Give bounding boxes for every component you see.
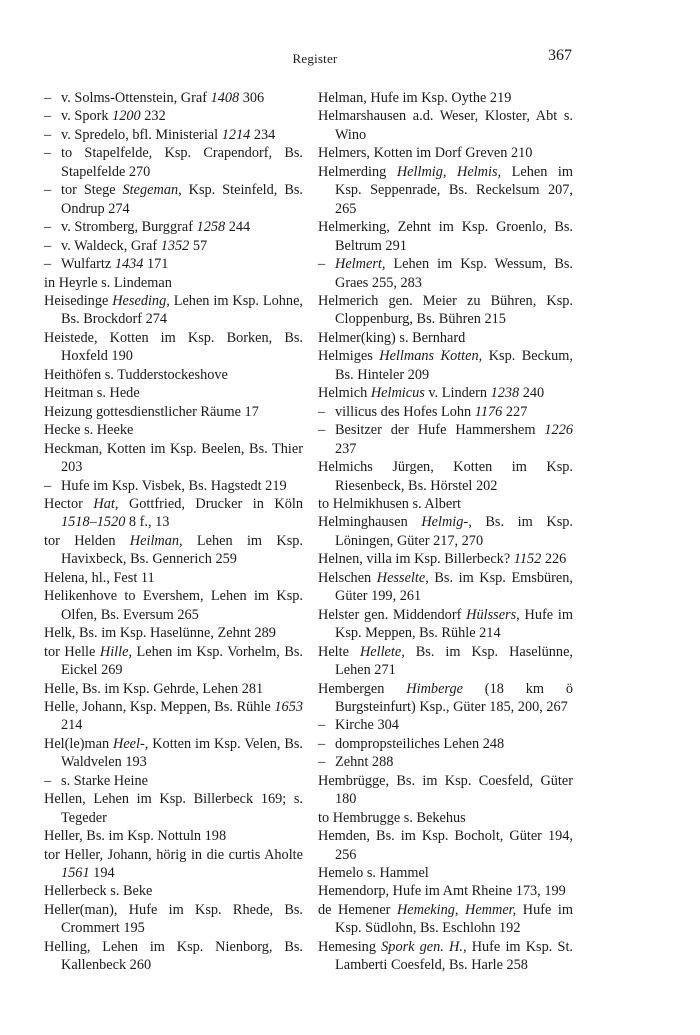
- entry-italic-text: 1226: [544, 422, 573, 439]
- index-entry: [44, 790, 303, 827]
- entry-text: Bs. im Ksp. Emsbüren, Güter 199, 261: [335, 569, 573, 605]
- entry-italic-text: Heilman,: [129, 532, 183, 549]
- entry-text: Helmarshausen a.d. Weser, Kloster, Abt s. Wino: [318, 108, 573, 143]
- entry-italic-text: Heel-,: [113, 735, 149, 752]
- index-entry: [318, 550, 573, 568]
- index-entry: [318, 458, 573, 495]
- index-entry: [318, 218, 573, 255]
- subentry-dash: –: [44, 237, 52, 254]
- entry-italic-text: 1352: [160, 237, 190, 254]
- entry-text: Helte: [318, 643, 360, 660]
- index-column-left: [44, 89, 303, 975]
- entry-text: Lehen im Ksp. Wessum, Bs. Graes 255, 283: [335, 256, 573, 291]
- index-entry: [318, 772, 573, 809]
- entry-italic-text: 1258: [196, 219, 226, 236]
- entry-text: 234: [250, 126, 276, 143]
- entry-text: Helnen, villa im Ksp. Billerbeck?: [318, 551, 514, 568]
- index-column-right: [318, 89, 573, 975]
- entry-text: Hembrügge, Bs. im Ksp. Coesfeld, Güter 180: [318, 772, 573, 808]
- entry-text: Hel(le)man: [44, 735, 113, 752]
- entry-text: Heller(man), Hufe im Ksp. Rhede, Bs. Crommert 195: [44, 901, 303, 937]
- entry-text: Heithöfen s. Tudderstockeshove: [44, 366, 228, 383]
- entry-text: to Stapelfelde, Ksp. Crapendorf, Bs. Stapelfelde 270: [61, 145, 303, 180]
- entry-text: 240: [519, 385, 545, 402]
- entry-text: in Heyrle s. Lindeman: [44, 274, 172, 291]
- entry-text: (18 km ö Burgsteinfurt) Ksp., Güter 185, 200, 267: [335, 680, 573, 715]
- entry-text: Bs. im Ksp. Haselünne, Lehen 271: [335, 643, 573, 679]
- entry-text: Helle, Bs. im Ksp. Gehrde, Lehen 281: [44, 680, 264, 697]
- index-subentry: [44, 107, 303, 125]
- index-subentry: [318, 716, 573, 734]
- entry-text: Kotten im Ksp. Velen, Bs. Waldvelen 193: [61, 735, 303, 771]
- entry-text: Hufe im Ksp. Meppen, Bs. Rühle 214: [335, 606, 573, 642]
- entry-italic-text: Heseding,: [112, 292, 170, 309]
- index-subentry: [318, 735, 573, 753]
- entry-text: Hellen, Lehen im Ksp. Billerbeck 169; s. Tegeder: [44, 791, 303, 826]
- subentry-dash: –: [44, 477, 52, 494]
- subentry-dash: –: [44, 256, 52, 273]
- entry-text: Helle, Johann, Ksp. Meppen, Bs. Rühle: [44, 698, 275, 715]
- entry-text: Helmers, Kotten im Dorf Greven 210: [318, 145, 533, 162]
- index-entry: [44, 938, 303, 975]
- entry-text: 232: [140, 108, 166, 125]
- entry-italic-text: Himberge: [406, 680, 463, 697]
- entry-text: tor Helle: [44, 643, 100, 660]
- index-subentry: [44, 772, 303, 790]
- index-entry: [44, 624, 303, 642]
- entry-italic-text: Stegeman,: [122, 182, 182, 199]
- index-subentry: [318, 403, 573, 421]
- subentry-dash: –: [318, 735, 326, 752]
- entry-text: Helminghausen: [318, 514, 422, 531]
- index-subentry: [44, 144, 303, 181]
- entry-italic-text: 1152: [513, 551, 542, 568]
- index-subentry: [44, 477, 303, 495]
- entry-text: Hecke s. Heeke: [44, 422, 134, 439]
- entry-text: Hemesing: [318, 938, 382, 955]
- entry-italic-text: 1238: [490, 385, 520, 402]
- entry-italic-text: 1518–1520: [61, 514, 126, 531]
- entry-text: 194: [89, 865, 115, 882]
- entry-text: Hemelo s. Hammel: [318, 865, 429, 882]
- index-entry: [318, 882, 573, 900]
- entry-italic-text: 1200: [112, 108, 141, 125]
- index-entry: [44, 366, 303, 384]
- entry-text: Helster gen. Middendorf: [318, 606, 467, 623]
- subentry-dash: –: [44, 145, 52, 162]
- index-entry: [318, 643, 573, 680]
- entry-text: to Hembrugge s. Bekehus: [318, 809, 466, 826]
- subentry-dash: –: [44, 126, 52, 143]
- subentry-dash: –: [318, 403, 326, 420]
- entry-italic-text: 1176: [474, 403, 503, 420]
- index-entry: [318, 513, 573, 550]
- entry-text: Hector: [44, 495, 94, 512]
- index-entry: [44, 569, 303, 587]
- entry-italic-text: Helmicus: [370, 385, 425, 402]
- index-entry: [44, 384, 303, 402]
- entry-text: v. Spork: [61, 108, 113, 125]
- index-entry: [318, 384, 573, 402]
- index-entry: [44, 495, 303, 532]
- entry-italic-text: Hellmig, Helmis,: [396, 163, 502, 180]
- entry-text: 306: [239, 90, 265, 106]
- entry-text: Helmichs Jürgen, Kotten im Ksp. Riesenbeck, Bs. Hörstel 202: [318, 459, 573, 494]
- index-entry: [318, 809, 573, 827]
- entry-italic-text: Hellmans Kotten,: [379, 348, 483, 365]
- entry-text: Helman, Hufe im Ksp. Oythe 219: [318, 90, 512, 106]
- index-entry: [318, 901, 573, 938]
- entry-text: tor Helden: [44, 532, 130, 549]
- entry-text: 214: [61, 717, 83, 734]
- entry-text: 244: [225, 219, 251, 236]
- entry-text: Heller, Bs. im Ksp. Nottuln 198: [44, 828, 227, 845]
- index-entry: [318, 347, 573, 384]
- entry-italic-text: Helmert,: [335, 256, 386, 273]
- entry-italic-text: Hat,: [93, 495, 119, 512]
- entry-text: Helena, hl., Fest 11: [44, 569, 155, 586]
- index-subentry: [44, 89, 303, 107]
- entry-italic-text: Hülssers,: [466, 606, 520, 623]
- index-subentry: [318, 255, 573, 292]
- entry-text: Hemendorp, Hufe im Amt Rheine 173, 199: [318, 883, 566, 900]
- entry-text: Helmerich gen. Meier zu Bühren, Ksp. Cloppenburg, Bs. Bühren 215: [318, 292, 573, 328]
- subentry-dash: –: [318, 717, 326, 734]
- entry-text: v. Stromberg, Burggraf: [61, 219, 197, 236]
- subentry-dash: –: [44, 772, 52, 789]
- entry-text: 227: [502, 403, 528, 420]
- entry-text: Helmerking, Zehnt im Ksp. Groenlo, Bs. Beltrum 291: [318, 219, 573, 254]
- entry-text: tor Stege: [61, 182, 123, 199]
- index-entry: [44, 827, 303, 845]
- entry-text: v. Spredelo, bfl. Ministerial: [61, 126, 222, 143]
- index-entry: [318, 163, 573, 218]
- entry-text: Lehen im Ksp. Lohne, Bs. Brockdorf 274: [61, 292, 303, 328]
- index-entry: [44, 680, 303, 698]
- index-subentry: [44, 126, 303, 144]
- entry-text: Helk, Bs. im Ksp. Haselünne, Zehnt 289: [44, 625, 276, 642]
- index-entry: [44, 846, 303, 883]
- index-entry: [44, 421, 303, 439]
- entry-text: 226: [541, 551, 567, 568]
- entry-italic-text: Hemeking, Hemmer,: [396, 901, 517, 918]
- entry-italic-text: 1434: [114, 256, 144, 273]
- entry-text: Lehen im Ksp. Havixbeck, Bs. Gennerich 259: [61, 532, 303, 568]
- entry-text: Helikenhove to Evershem, Lehen im Ksp. Olfen, Bs. Eversum 265: [44, 588, 303, 623]
- entry-text: Ksp. Steinfeld, Bs. Ondrup 274: [61, 182, 303, 217]
- entry-text: Kirche 304: [335, 717, 399, 734]
- entry-text: Lehen im Ksp. Seppenrade, Bs. Reckelsum 207, 265: [335, 163, 573, 217]
- subentry-dash: –: [318, 256, 326, 273]
- index-entry: [318, 680, 573, 717]
- entry-text: Gottfried, Drucker in Köln: [118, 495, 303, 512]
- entry-text: Hufe im Ksp. Visbek, Bs. Hagstedt 219: [61, 477, 287, 494]
- index-entry: [44, 403, 303, 421]
- subentry-dash: –: [44, 90, 52, 106]
- entry-italic-text: 1214: [221, 126, 251, 143]
- subentry-dash: –: [318, 754, 326, 771]
- index-subentry: [318, 421, 573, 458]
- entry-text: Helling, Lehen im Ksp. Nienborg, Bs. Kallenbeck 260: [44, 938, 303, 974]
- index-entry: [44, 698, 303, 735]
- entry-text: Heitman s. Hede: [44, 385, 140, 402]
- entry-text: de Hemener: [318, 901, 397, 918]
- entry-italic-text: Spork gen. H.,: [381, 938, 467, 955]
- index-entry: [318, 329, 573, 347]
- entry-text: v. Solms-Ottenstein, Graf: [61, 90, 211, 106]
- entry-text: Ksp. Beckum, Bs. Hinteler 209: [335, 348, 573, 383]
- entry-text: villicus des Hofes Lohn: [335, 403, 475, 420]
- page-number: 367: [548, 47, 572, 64]
- entry-text: to Helmikhusen s. Albert: [318, 495, 461, 512]
- entry-text: Helmiges: [318, 348, 380, 365]
- entry-text: Heizung gottesdienstlicher Räume 17: [44, 403, 259, 420]
- entry-text: Hufe im Ksp. Südlohn, Bs. Eschlohn 192: [335, 901, 573, 937]
- subentry-dash: –: [44, 108, 52, 125]
- entry-text: Hemden, Bs. im Ksp. Bocholt, Güter 194, 256: [318, 828, 573, 863]
- index-entry: [44, 292, 303, 329]
- subentry-dash: –: [44, 182, 52, 199]
- index-entry: [44, 587, 303, 624]
- index-entry: [44, 440, 303, 477]
- entry-text: v. Lindern: [424, 385, 491, 402]
- index-entry: [318, 569, 573, 606]
- entry-text: tor Heller, Johann, hörig in die curtis Aholte: [44, 846, 303, 863]
- entry-text: Wulfartz: [61, 256, 115, 273]
- index-subentry: [318, 753, 573, 771]
- index-entry: [44, 735, 303, 772]
- index-entry: [44, 901, 303, 938]
- index-entry: [318, 144, 573, 162]
- entry-text: Helschen: [318, 569, 377, 586]
- index-entry: [318, 827, 573, 864]
- index-entry: [318, 292, 573, 329]
- entry-italic-text: Helmig-,: [421, 514, 472, 531]
- index-entry: [44, 329, 303, 366]
- entry-text: 8 f., 13: [125, 514, 170, 531]
- index-subentry: [44, 218, 303, 236]
- entry-text: 171: [143, 256, 169, 273]
- index-subentry: [44, 181, 303, 218]
- entry-italic-text: Hille,: [99, 643, 133, 660]
- entry-italic-text: 1408: [210, 90, 240, 106]
- entry-text: v. Waldeck, Graf: [61, 237, 161, 254]
- index-entry: [44, 882, 303, 900]
- entry-text: s. Starke Heine: [61, 772, 148, 789]
- entry-text: 237: [335, 440, 357, 457]
- index-entry: [318, 606, 573, 643]
- entry-text: Hellerbeck s. Beke: [44, 883, 153, 900]
- entry-text: Bs. im Ksp. Löningen, Güter 217, 270: [335, 514, 573, 549]
- index-entry: [44, 643, 303, 680]
- entry-text: dompropsteiliches Lehen 248: [335, 735, 505, 752]
- entry-italic-text: 1561: [61, 865, 90, 882]
- index-entry: [318, 107, 573, 144]
- index-entry: [318, 89, 573, 107]
- index-entry: [44, 532, 303, 569]
- entry-text: Heistede, Kotten im Ksp. Borken, Bs. Hoxfeld 190: [44, 329, 303, 365]
- entry-text: Hufe im Ksp. St. Lamberti Coesfeld, Bs. Harle 258: [335, 938, 573, 974]
- entry-text: Zehnt 288: [335, 754, 394, 771]
- index-subentry: [44, 255, 303, 273]
- subentry-dash: –: [44, 219, 52, 236]
- entry-italic-text: Hellete,: [359, 643, 405, 660]
- running-header-title: Register: [292, 51, 338, 66]
- index-entry: [44, 274, 303, 292]
- entry-text: Heckman, Kotten im Ksp. Beelen, Bs. Thier 203: [44, 440, 303, 476]
- entry-italic-text: Hesselte,: [376, 569, 429, 586]
- entry-text: Besitzer der Hufe Hammershem: [335, 422, 545, 439]
- entry-text: Lehen im Ksp. Vorhelm, Bs. Eickel 269: [61, 643, 303, 679]
- subentry-dash: –: [318, 422, 326, 439]
- entry-text: 57: [189, 237, 208, 254]
- index-entry: [318, 864, 573, 882]
- index-subentry: [44, 237, 303, 255]
- entry-text: Helmer(king) s. Bernhard: [318, 329, 466, 346]
- entry-text: Helmerding: [318, 163, 397, 180]
- entry-text: Heisedinge: [44, 292, 113, 309]
- entry-text: Helmich: [318, 385, 371, 402]
- index-entry: [318, 495, 573, 513]
- entry-text: Hembergen: [318, 680, 407, 697]
- entry-italic-text: 1653: [274, 698, 303, 715]
- index-entry: [318, 938, 573, 975]
